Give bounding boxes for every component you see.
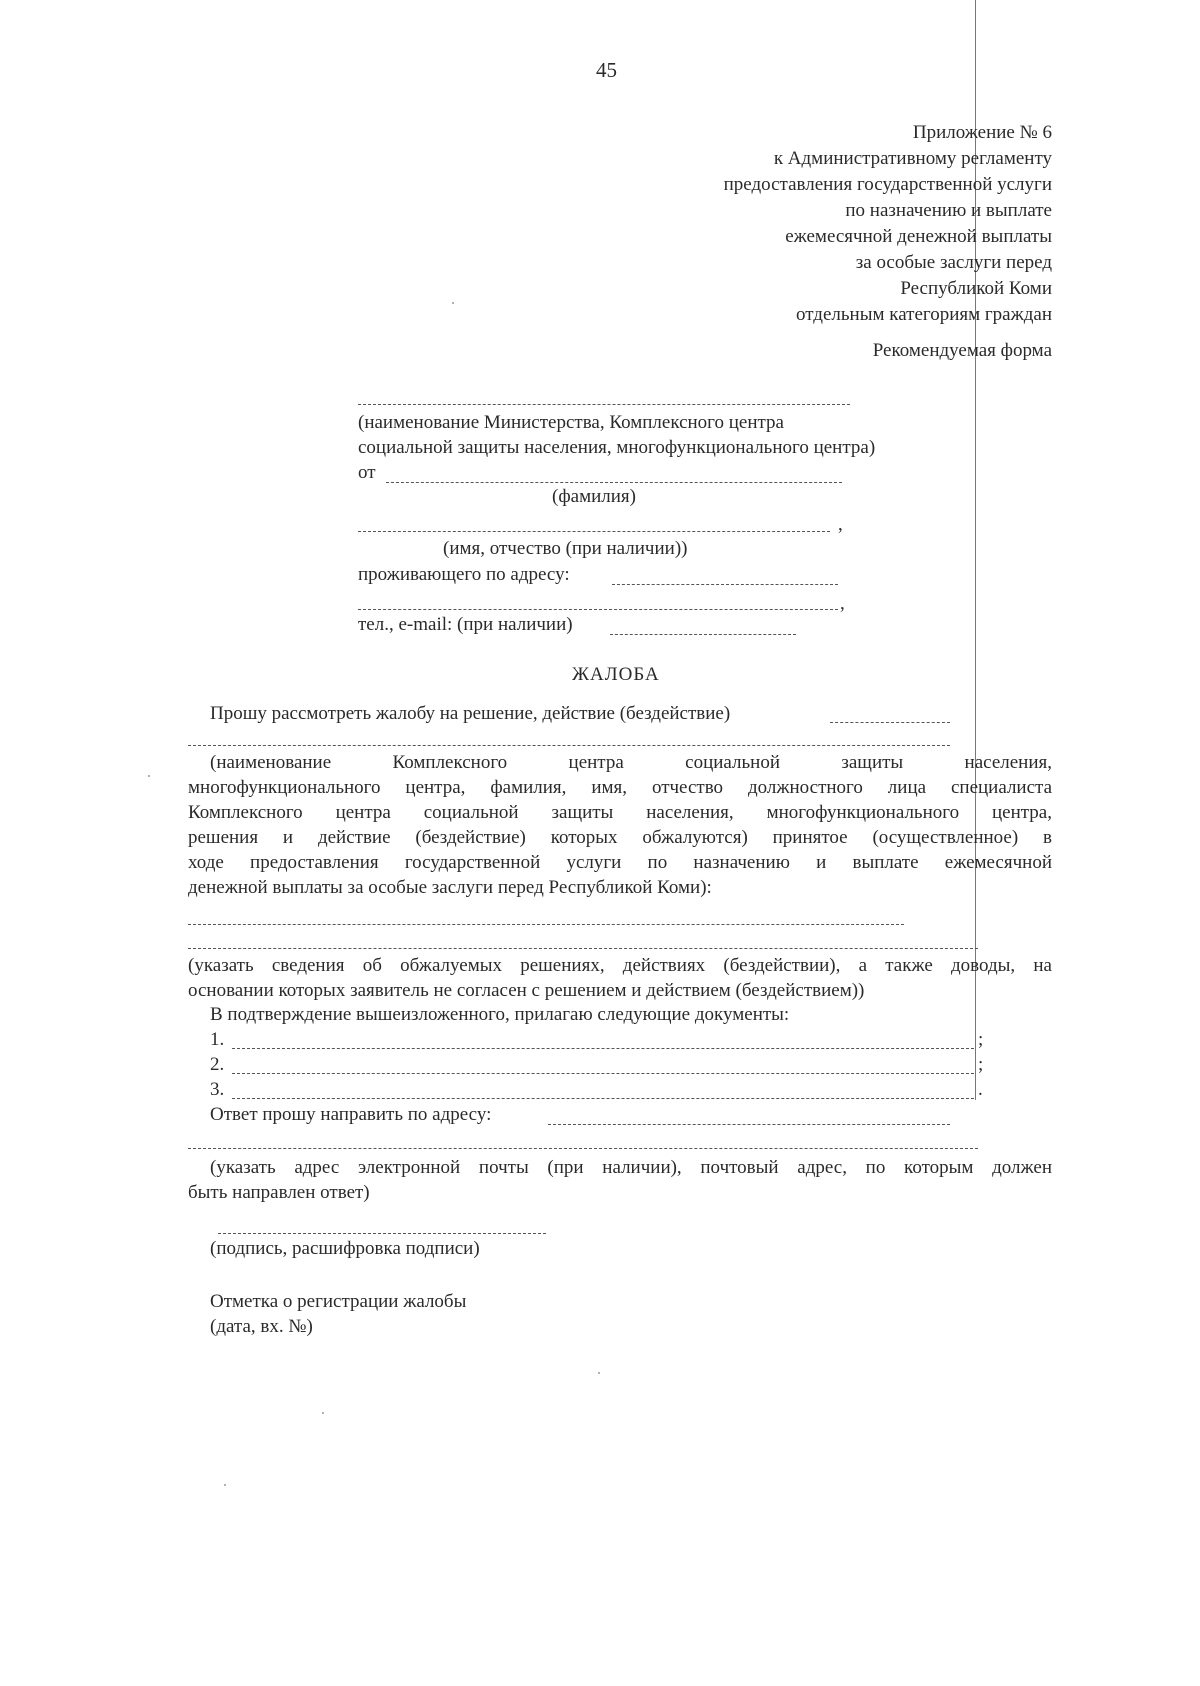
scan-speck: [224, 1484, 226, 1486]
grounds-hint-1: (указать сведения об обжалуемых решениях, действиях (бездействии), а также доводы, на: [188, 955, 1052, 976]
appendix-line: предоставления государственной услуги: [723, 174, 1052, 195]
attachment-num: 2.: [210, 1054, 225, 1075]
attachment-line: [232, 1048, 974, 1049]
scan-speck: [452, 302, 454, 304]
comma-2: ,: [840, 593, 845, 614]
appendix-line: ежемесячной денежной выплаты: [785, 226, 1052, 247]
hint-line: ходе предоставления государственной услуги по назначению и выплате ежемесячной: [188, 852, 1052, 873]
registration-mark: Отметка о регистрации жалобы: [210, 1291, 467, 1312]
form-note: Рекомендуемая форма: [872, 340, 1052, 361]
attachment-line: [232, 1073, 974, 1074]
appendix-line: Республикой Коми: [900, 278, 1052, 299]
scan-speck: [598, 1372, 600, 1374]
reply-label: Ответ прошу направить по адресу:: [210, 1104, 492, 1125]
comma: ,: [838, 514, 843, 535]
address-line-2: [358, 609, 838, 610]
address-line-1: [612, 584, 838, 585]
complaint-request: Прошу рассмотреть жалобу на решение, действие (бездействие): [210, 703, 731, 724]
reply-line-2: [188, 1148, 978, 1149]
fill-line: [188, 948, 978, 949]
appendix-line: Приложение № 6: [912, 122, 1052, 143]
appendix-line: по назначению и выплате: [845, 200, 1052, 221]
name-line: [358, 531, 830, 532]
reply-line-1: [548, 1124, 950, 1125]
signature-hint: (подпись, расшифровка подписи): [210, 1238, 480, 1259]
name-hint: (имя, отчество (при наличии)): [443, 538, 688, 559]
attachments-intro: В подтверждение вышеизложенного, прилагаю следующие документы:: [210, 1004, 790, 1025]
grounds-hint-2: основании которых заявитель не согласен с решением и действием (бездействием)): [188, 980, 865, 1001]
attachment-num: 3.: [210, 1079, 225, 1100]
appendix-header: [724, 120, 1052, 328]
appendix-line: отдельным категориям граждан: [796, 304, 1052, 325]
surname-hint: (фамилия): [552, 486, 636, 507]
hint-line: многофункционального центра, фамилия, имя, отчество должностного лица специалиста: [188, 777, 1052, 798]
contacts-label: тел., e-mail: (при наличии): [358, 614, 573, 635]
appendix-line: к Административному регламенту: [773, 148, 1052, 169]
scan-speck: [148, 775, 150, 777]
attachment-num: 1.: [210, 1029, 225, 1050]
fill-line: [188, 924, 904, 925]
subject-line: [188, 745, 950, 746]
org-name-line: [358, 404, 850, 405]
attachment-end: ;: [978, 1029, 984, 1050]
appendix-line: за особые заслуги перед: [855, 252, 1052, 273]
scan-speck: [322, 1412, 324, 1414]
reply-hint-1: (указать адрес электронной почты (при наличии), почтовый адрес, по которым должен: [210, 1157, 1052, 1178]
attachment-end: ;: [978, 1054, 984, 1075]
registration-date: (дата, вх. №): [210, 1316, 313, 1337]
attachment-end: .: [978, 1079, 983, 1100]
request-line: [830, 722, 950, 723]
surname-line: [386, 482, 842, 483]
from-label: от: [358, 462, 376, 483]
org-hint-2: социальной защиты населения, многофункционального центра): [358, 437, 876, 458]
reply-hint-2: быть направлен ответ): [188, 1182, 370, 1203]
hint-line: Комплексного центра социальной защиты населения, многофункционального центра,: [188, 802, 1052, 823]
address-label: проживающего по адресу:: [358, 564, 570, 585]
attachment-line: [232, 1098, 974, 1099]
hint-line: решения и действие (бездействие) которых обжалуются) принятое (осуществленное) в: [188, 827, 1052, 848]
hint-line-last: денежной выплаты за особые заслуги перед Республикой Коми):: [188, 877, 712, 898]
contacts-line: [610, 634, 796, 635]
page-number: 45: [596, 58, 617, 82]
complaint-title: ЖАЛОБА: [572, 664, 660, 685]
signature-line: [218, 1233, 546, 1234]
org-hint-1: (наименование Министерства, Комплексного центра: [358, 412, 784, 433]
hint-line: (наименование Комплексного центра социальной защиты населения,: [210, 752, 1052, 773]
